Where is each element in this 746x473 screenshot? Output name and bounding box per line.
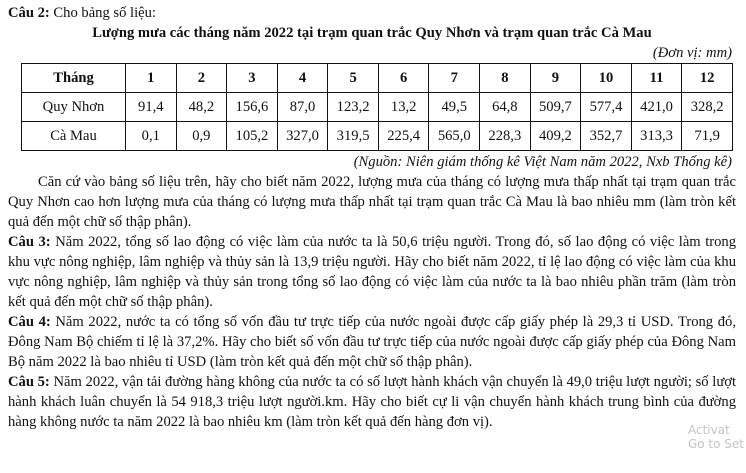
table-row — [22, 122, 733, 151]
header-cell: 11 — [631, 64, 682, 93]
table-cell: 421,0 — [631, 93, 682, 122]
table-cell: 123,2 — [328, 93, 379, 122]
table-cell: 352,7 — [581, 122, 632, 151]
table-cell: 509,7 — [530, 93, 581, 122]
header-cell: 6 — [378, 64, 429, 93]
table-cell: 105,2 — [227, 122, 278, 151]
header-cell: 12 — [682, 64, 733, 93]
document-page — [8, 3, 736, 432]
table-cell: 71,9 — [682, 122, 733, 151]
header-cell: 1 — [126, 64, 177, 93]
table-cell: 565,0 — [429, 122, 480, 151]
table-row — [22, 93, 733, 122]
question-5-text: Năm 2022, vận tải đường hàng không của nước ta có số lượt hành khách vận chuyển là 49,0 triệu lượt người; số lượt hành khách luân chuyển là 54 918,3 triệu lượt người.km. Hãy cho biết cự li vận chuyển hành khách trung bình của đường hàng không nước ta năm 2022 là bao nhiêu km (làm tròn kết quả đến hàng đơn vị). — [8, 374, 736, 430]
header-cell: 7 — [429, 64, 480, 93]
table-cell: 0,1 — [126, 122, 177, 151]
question-2-text: Căn cứ vào bảng số liệu trên, hãy cho biết năm 2022, lượng mưa của tháng có lượng mưa thấp nhất tại trạm quan trắc Quy Nhơn cao hơn lượng mưa của tháng có lượng mưa thấp nhất tại trạm quan trắc Cà Mau là bao nhiêu mm (làm tròn kết quả đến một chữ số thập phân). — [8, 174, 736, 230]
table-cell: 49,5 — [429, 93, 480, 122]
header-cell: 9 — [530, 64, 581, 93]
table-cell: 577,4 — [581, 93, 632, 122]
question-4 — [8, 312, 736, 372]
table-cell: 327,0 — [277, 122, 328, 151]
row-label: Cà Mau — [22, 122, 126, 151]
activation-watermark — [688, 423, 744, 451]
header-cell: 10 — [581, 64, 632, 93]
header-cell: 8 — [480, 64, 531, 93]
table-cell: 48,2 — [176, 93, 227, 122]
question-4-label: Câu 4: — [8, 314, 51, 330]
table-cell: 87,0 — [277, 93, 328, 122]
table-cell: 13,2 — [378, 93, 429, 122]
table-cell: 228,3 — [480, 122, 531, 151]
question-5-label: Câu 5: — [8, 374, 50, 390]
question-4-text: Năm 2022, nước ta có tổng số vốn đầu tư trực tiếp của nước ngoài được cấp giấy phép là 29,3 tỉ USD. Trong đó, Đông Nam Bộ chiếm tỉ lệ là 37,2%. Hãy cho biết số vốn đầu tư trực tiếp của nước ngoài được cấp giấy phép của Đông Nam Bộ năm 2022 là bao nhiêu tỉ USD (làm tròn kết quả đến một chữ số thập phân). — [8, 314, 736, 370]
header-cell: Tháng — [22, 64, 126, 93]
table-unit: (Đơn vị: mm) — [652, 45, 732, 61]
table-cell: 64,8 — [480, 93, 531, 122]
question-5 — [8, 372, 736, 432]
rainfall-table — [21, 63, 733, 151]
table-source: (Nguồn: Niên giám thống kê Việt Nam năm 2022, Nxb Thống kê) — [353, 154, 732, 170]
table-cell: 328,2 — [682, 93, 733, 122]
question-2-label: Câu 2: — [8, 5, 50, 21]
table-cell: 319,5 — [328, 122, 379, 151]
watermark-line-1: Activat — [687, 423, 730, 437]
watermark-line-2: Go to Set — [687, 437, 744, 451]
table-cell: 91,4 — [126, 93, 177, 122]
question-2-heading — [8, 3, 736, 23]
table-cell: 313,3 — [631, 122, 682, 151]
header-cell: 5 — [328, 64, 379, 93]
question-3 — [8, 232, 736, 312]
header-cell: 3 — [227, 64, 278, 93]
table-cell: 409,2 — [530, 122, 581, 151]
table-cell: 225,4 — [378, 122, 429, 151]
header-cell: 2 — [176, 64, 227, 93]
table-cell: 0,9 — [176, 122, 227, 151]
question-3-label: Câu 3: — [8, 234, 51, 250]
header-cell: 4 — [277, 64, 328, 93]
row-label: Quy Nhơn — [22, 93, 126, 122]
table-header-row — [22, 64, 733, 93]
question-3-text: Năm 2022, tổng số lao động có việc làm của nước ta là 50,6 triệu người. Trong đó, số lao động có việc làm trong khu vực nông nghiệp, lâm nghiệp và thủy sản là 13,9 triệu người. Hãy cho biết năm 2022, tỉ lệ lao động có việc làm của khu vực nông nghiệp, lâm nghiệp và thủy sản trong tổng số lao động có việc làm của nước ta là bao nhiêu phần trăm (làm tròn kết quả đến một chữ số thập phân). — [8, 234, 737, 310]
table-cell: 156,6 — [227, 93, 278, 122]
table-title: Lượng mưa các tháng năm 2022 tại trạm quan trắc Quy Nhơn và trạm quan trắc Cà Mau — [92, 25, 652, 41]
question-2-intro: Cho bảng số liệu: — [53, 5, 156, 21]
